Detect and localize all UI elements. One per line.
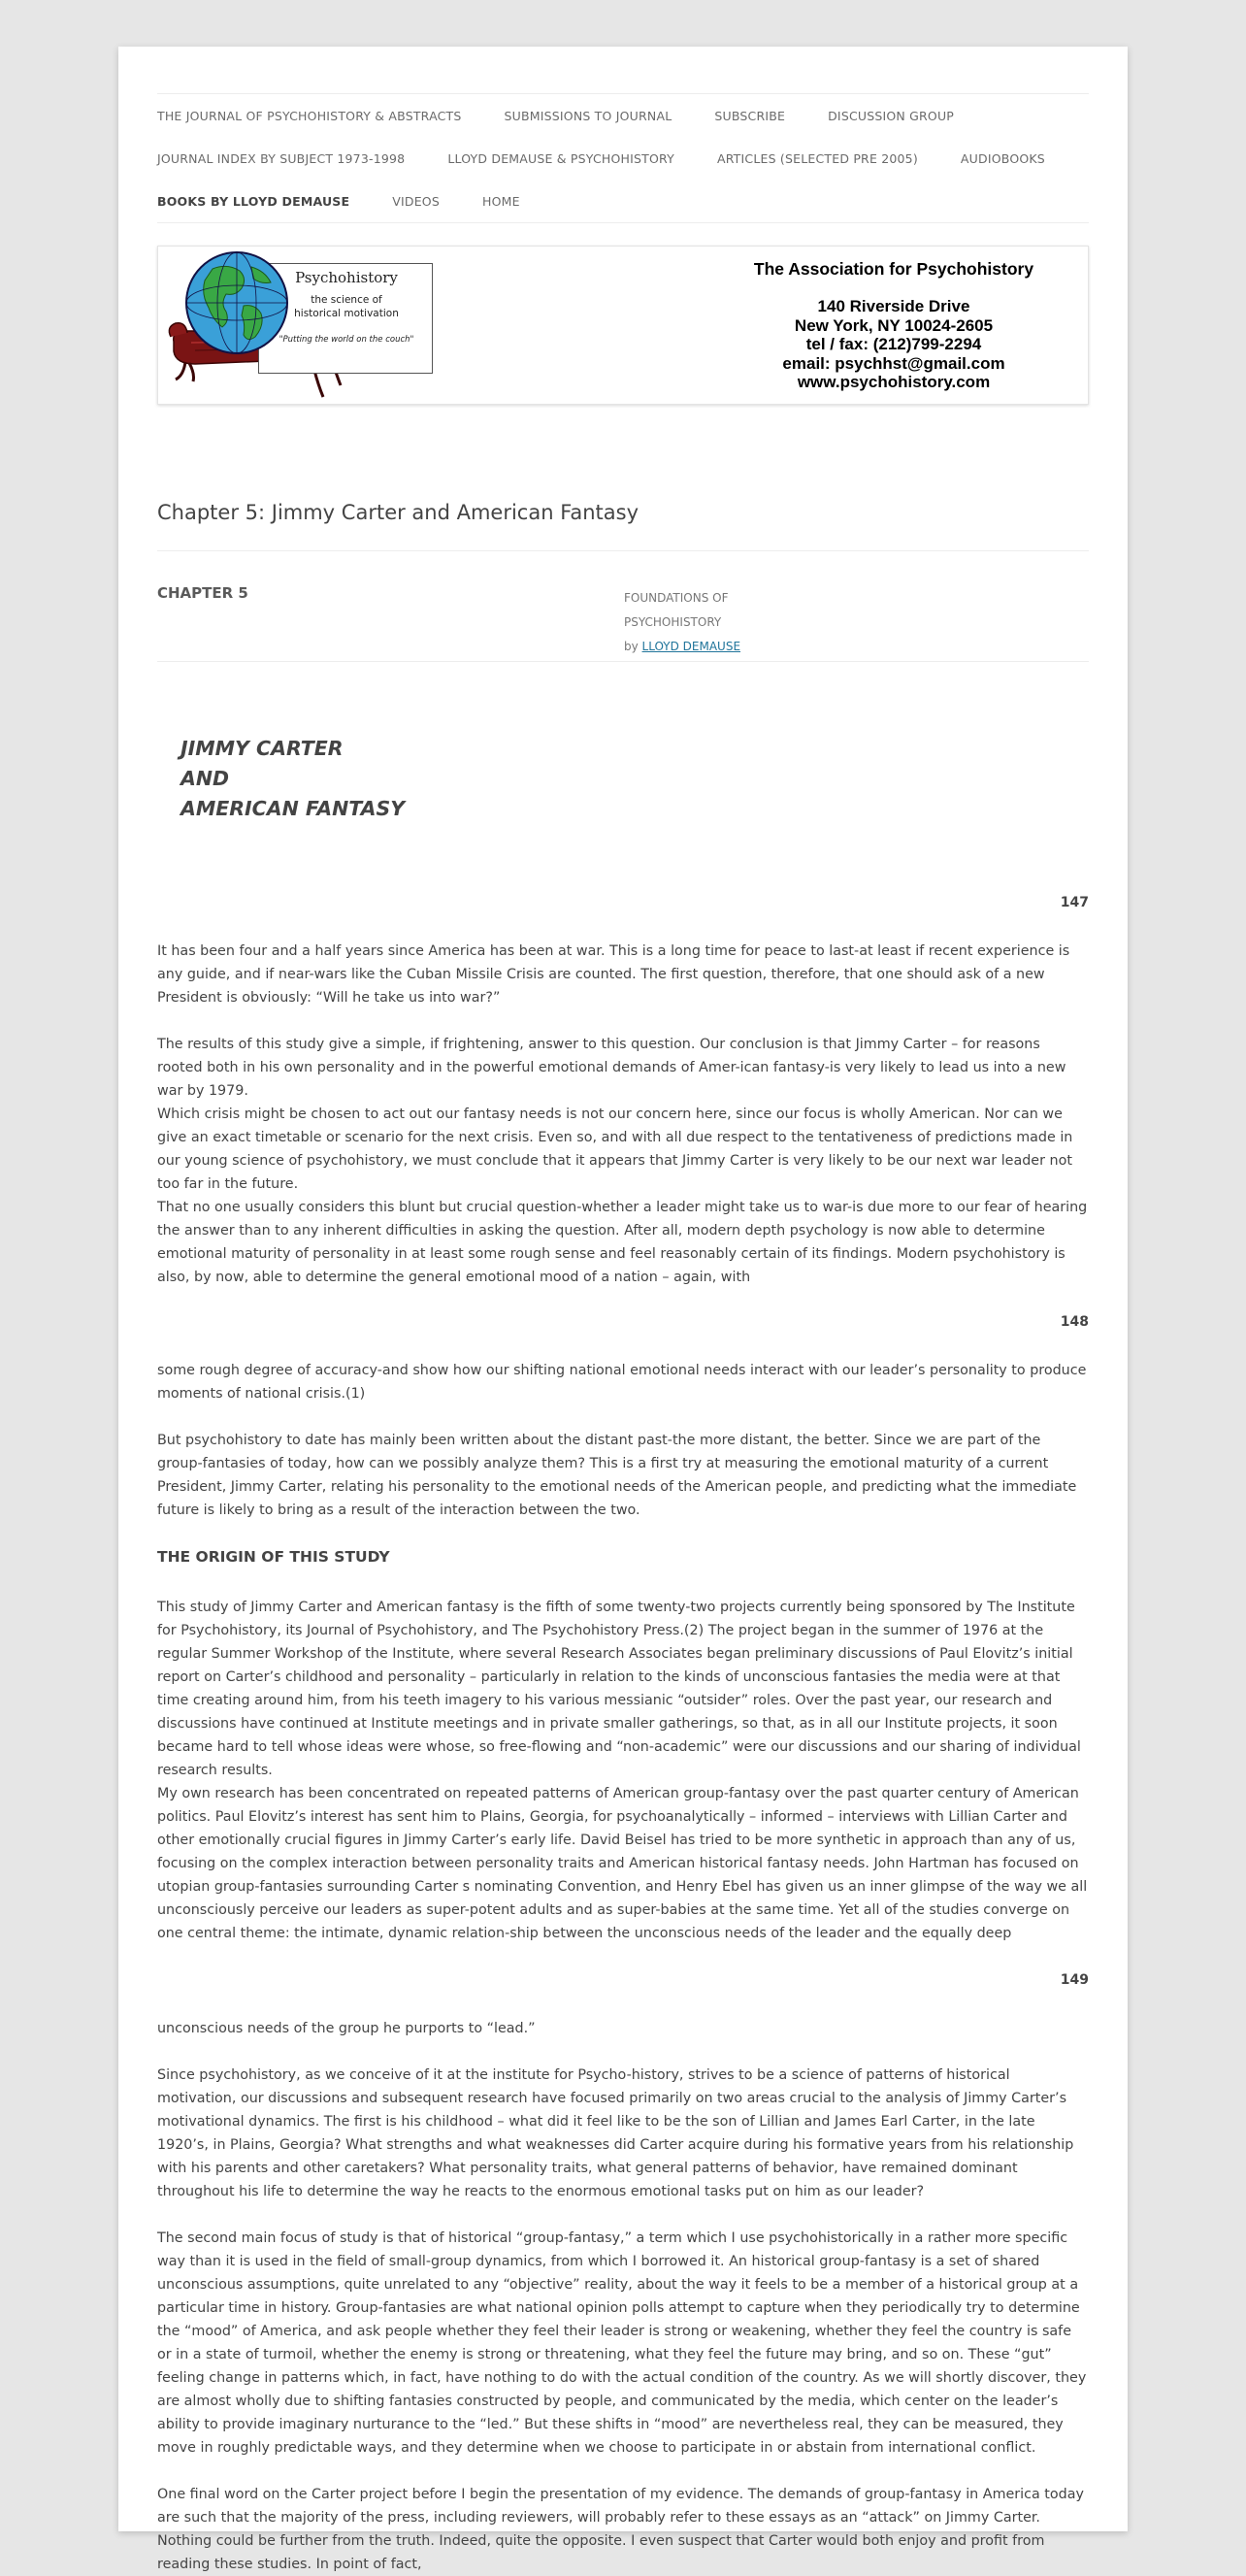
paragraph-4: That no one usually considers this blunt but crucial question-whether a leader might take us to war-is due more to our fear of hearing the answer than to any inherent difficulties in asking the question. After all, modern depth psychology is now able to determine emotional maturity of personality in at least some rough sense and feel reasonably certain of its findings. Modern psychohistory is also, by now, able to determine the general emotional mood of a nation – again, with: [157, 1200, 1088, 1285]
paragraph-8: My own research has been concentrated on repeated patterns of American group-fantasy over the past quarter century of American politics. Paul Elovitz’s interest has sent him to Plains, Georgia, for psychoanalytically – informed – interviews with Lillian Carter and other emotionally crucial figures in Jimmy Carter’s early life. David Beisel has tried to be more synthetic in approach than any of us, focusing on the complex interaction between personality traits and American historical fantasy needs. John Hartman has focused on utopian group-fantasies surrounding Carter s nominating Convention, and Henry Ebel has given us an inner glimpse of the way we all unconsciously perceive our leaders as super-potent adults and as super-babies at the same time. Yet all of the studies converge on one central theme: the intimate, dynamic relation-ship between the unconscious needs of the leader and the equally deep: [157, 1786, 1088, 1941]
logo-subtitle-line-1: the science of: [311, 294, 382, 306]
paragraph-12: One final word on the Carter project before I begin the presentation of my evidence. The demands of group-fantasy in America today are such that the majority of the press, including reviewers, will probably refer to these essays as an “attack” on Jimmy Carter. Nothing could be further from the truth. Indeed, quite the opposite. I even suspect that Carter would both enjoy and profit from reading these studies. In point of fact,: [157, 2487, 1084, 2572]
phone-line: tel / fax: (212)799-2294: [805, 335, 982, 353]
psychohistory-logo: [166, 249, 433, 403]
paragraph-1: It has been four and a half years since America has been at war. This is a long time for peace to last-at least if recent experience is any guide, and if near-wars like the Cuban Missile Crisis are counted. The first question, therefore, that one should ask of a new President is obviously: “Will he take us into war?”: [157, 943, 1070, 1006]
paragraph-3: Which crisis might be chosen to act out our fantasy needs is not our concern here, since our focus is wholly American. Nor can we give an exact timetable or scenario for the next crisis. Even so, and with all due respect to the tentativeness of predictions made in our young science of psychohistory, we must conclude that it appears that Jimmy Carter is very likely to be our next war leader not too far in the future.: [157, 1106, 1073, 1192]
paragraph-10: Since psychohistory, as we conceive of it at the institute for Psycho-history, strives to be a science of patterns of historical motivation, our discussions and subsequent research have focused primarily on two areas crucial to the analysis of Jimmy Carter’s motivational dynamics. The first is his childhood – what did it feel like to be the son of Lillian and James Earl Carter, in the late 1920’s, in Plains, Georgia? What strengths and what weaknesses did Carter acquire during his formative years from his relationship with his parents and other caretakers? What personality traits, what general patterns of behavior, have remained dominant throughout his life to determine the way he reacts to the enormous emotional tasks put on him as our leader?: [157, 2067, 1074, 2199]
nav-journal-index[interactable]: JOURNAL INDEX BY SUBJECT 1973-1998: [157, 151, 406, 166]
title-divider: [157, 550, 1089, 551]
nav-row-1: [157, 106, 997, 127]
logo-subtitle-line-2: historical motivation: [294, 308, 399, 319]
paragraph-6: But psychohistory to date has mainly been written about the distant past-the more distant, the better. Since we are part of the group-fantasies of today, how can we possibly analyze them? This is a first try at measuring the emotional maturity of a current President, Jimmy Carter, relating his personality to the emotional needs of the American people, and predicting what the immediate future is likely to bring as a result of the interaction between the two.: [157, 1433, 1077, 1518]
nav-audiobooks[interactable]: AUDIOBOOKS: [960, 151, 1045, 166]
section-heading-origin: THE ORIGIN OF THIS STUDY: [157, 1548, 390, 1566]
address-line-2: New York, NY 10024-2605: [794, 315, 994, 335]
book-info: [624, 586, 740, 659]
byline: [624, 635, 740, 659]
chapter-label: CHAPTER 5: [157, 584, 248, 602]
paragraph-9: unconscious needs of the group he purports to “lead.”: [157, 2021, 536, 2036]
nav-books[interactable]: BOOKS BY LLOYD DEMAUSE: [157, 194, 350, 209]
page-number-148: 148: [1060, 1314, 1089, 1330]
chapter-heading-line-3: AMERICAN FANTASY: [180, 797, 406, 820]
logo-tagline: "Putting the world on the couch": [279, 335, 414, 345]
page-container: [118, 47, 1128, 2572]
nav-videos[interactable]: VIDEOS: [392, 194, 440, 209]
paragraph-11: The second main focus of study is that of historical “group-fantasy,” a term which I use psychohistorically in a rather more specific way than it is used in the field of small-group dynamics, from which I borrowed it. An historical group-fantasy is a set of shared unconscious assumptions, quite unrelated to any “objective” reality, about the way it feels to be a member of a historical group at a particular time in history. Group-fantasies are what national opinion polls attempt to capture when they periodically try to determine the “mood” of America, and ask people whether they feel their leader is strong or weakening, whether they feel the country is safe or in a state of turmoil, whether the enemy is strong or threatening, what they feel the future may bring, and so on. These “gut” feeling change in patterns which, in fact, have nothing to do with the actual condition of the country. As we will shortly discover, they are almost wholly due to shifting fantasies constructed by people, and communicated by the media, which center on the leader’s ability to provide imaginary nurturance to the “led.” But these shifts in “mood” are nevertheless real, they can be measured, they move in roughly predictable ways, and they determine when we choose to participate in or abstain from international conflict.: [157, 2230, 1087, 2456]
nav-subscribe[interactable]: SUBSCRIBE: [714, 109, 786, 123]
email-line: email: psychhst@gmail.com: [782, 353, 1005, 373]
logo-title: Psychohistory: [295, 269, 398, 286]
site-header-banner[interactable]: [157, 246, 1089, 405]
address-line-1: 140 Riverside Drive: [817, 297, 970, 315]
chapter-heading-line-2: AND: [180, 767, 230, 790]
contact-block: [719, 258, 1068, 392]
nav-submissions[interactable]: SUBMISSIONS TO JOURNAL: [504, 109, 672, 123]
main-navigation: [157, 93, 1089, 223]
paragraph-7: This study of Jimmy Carter and American fantasy is the fifth of some twenty-two projects currently being sponsored by The Institute for Psychohistory, its Journal of Psychohistory, and The Psychohistory Press.(2) The project began in the summer of 1976 at the regular Summer Workshop of the Institute, where several Research Associates began preliminary discussions of Paul Elovitz’s initial report on Carter’s childhood and personality – particularly in relation to the kinds of unconscious fantasies the media were at that time creating around him, from his teeth imagery to his various messianic “outsider” roles. Over the past year, our research and discussions have continued at Institute meetings and in private smaller gatherings, so that, as in all our Institute projects, it soon became hard to tell whose ideas were whose, so free-flowing and “non-academic” were our discussions and our sharing of individual research results.: [157, 1600, 1081, 1778]
nav-row-2: [157, 149, 1088, 170]
chapter-heading: [180, 734, 405, 824]
nav-lloyd-demause[interactable]: LLOYD DEMAUSE & PSYCHOHISTORY: [447, 151, 674, 166]
book-title-line-2: PSYCHOHISTORY: [624, 615, 722, 629]
byline-prefix: by: [624, 640, 639, 653]
paragraph-2: The results of this study give a simple, if frightening, answer to this question. Our conclusion is that Jimmy Carter – for reasons rooted both in his own personality and in the powerful emotional demands of Amer-ican fantasy-is very likely to lead us into a new war by 1979.: [157, 1037, 1066, 1099]
nav-journal-abstracts[interactable]: THE JOURNAL OF PSYCHOHISTORY & ABSTRACTS: [157, 109, 462, 123]
book-title-line-1: FOUNDATIONS OF: [624, 591, 729, 605]
nav-row-3: [157, 191, 563, 213]
nav-articles[interactable]: ARTICLES (SELECTED PRE 2005): [716, 151, 918, 166]
logo-subtitle: [263, 293, 430, 320]
association-name: The Association for Psychohistory: [753, 259, 1034, 279]
paragraph-5: some rough degree of accuracy-and show how our shifting national emotional needs interact with our leader’s personality to produce moments of national crisis.(1): [157, 1363, 1087, 1402]
nav-discussion-group[interactable]: DISCUSSION GROUP: [828, 109, 955, 123]
author-link[interactable]: LLOYD DEMAUSE: [641, 640, 741, 653]
page-title: Chapter 5: Jimmy Carter and American Fantasy: [157, 501, 639, 524]
website-line: www.psychohistory.com: [797, 373, 991, 391]
nav-home[interactable]: HOME: [481, 194, 520, 209]
page-number-147: 147: [1060, 895, 1089, 910]
page-number-149: 149: [1060, 1972, 1089, 1988]
chapter-heading-line-1: JIMMY CARTER: [180, 737, 344, 760]
meta-divider: [157, 661, 1089, 662]
